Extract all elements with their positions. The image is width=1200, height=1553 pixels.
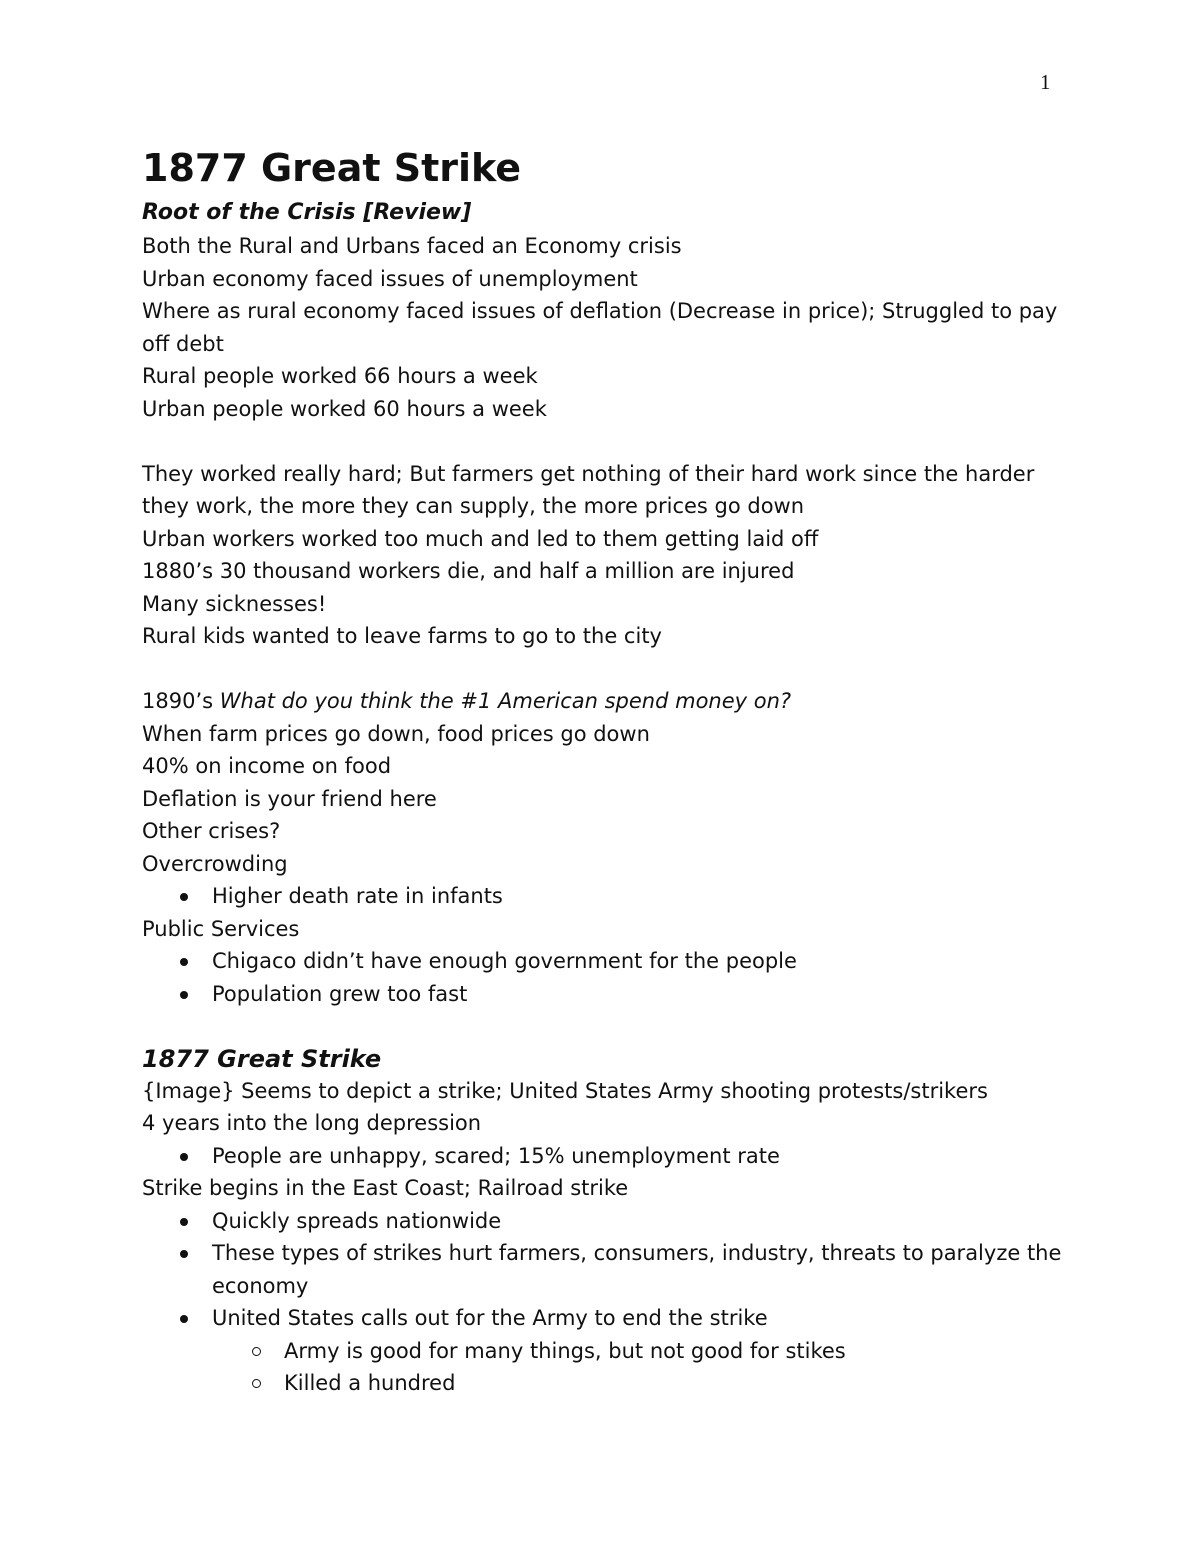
list-item-text: Population grew too fast (212, 981, 468, 1006)
document-title: 1877 Great Strike (142, 146, 522, 190)
bullet-icon (180, 1153, 188, 1161)
bullet-icon (180, 1250, 188, 1258)
army-sub-bullet-list (142, 1335, 1072, 1400)
bullet-icon (180, 1315, 188, 1323)
text-line: Strike begins in the East Coast; Railroad strike (142, 1176, 629, 1200)
blank-line (142, 1010, 1072, 1043)
root-lines-a (142, 230, 1072, 425)
list-item-text: Higher death rate in infants (212, 884, 503, 908)
circle-bullet-icon (252, 1347, 261, 1356)
text-line: Rural kids wanted to leave farms to go to the city (142, 624, 662, 648)
public-services-label: Public Services (142, 916, 300, 941)
text-line: 4 years into the long depression (142, 1111, 482, 1135)
strike-bullet-list (142, 1205, 1072, 1335)
list-item-text: Army is good for many things, but not good for stikes (284, 1338, 846, 1363)
question-line (142, 685, 1072, 718)
text-line: {Image} Seems to depict a strike; United States Army shooting protests/strikers (142, 1078, 988, 1103)
list-item (142, 945, 1072, 978)
text-line: Other crises? (142, 819, 281, 843)
text-line: When farm prices go down, food prices go down (142, 721, 650, 746)
text-line: Deflation is your friend here (142, 786, 437, 811)
list-item-text: People are unhappy, scared; 15% unemployment rate (212, 1143, 780, 1168)
text-line: Overcrowding (142, 851, 288, 876)
bullet-icon (180, 958, 188, 966)
list-item-text: United States calls out for the Army to end the strike (212, 1306, 768, 1330)
text-line: 40% on income on food (142, 754, 392, 778)
blank-line (142, 425, 1072, 458)
depression-bullet-list (142, 1140, 1072, 1173)
text-line: Urban people worked 60 hours a week (142, 396, 547, 421)
list-item (142, 880, 1072, 913)
text-line: Both the Rural and Urbans faced an Economy crisis (142, 234, 682, 258)
text-line: Many sicknesses! (142, 591, 327, 616)
text-line: Urban workers worked too much and led to them getting laid off (142, 526, 819, 551)
root-section-heading: Root of the Crisis [Review] (142, 200, 472, 225)
bullet-icon (180, 1218, 188, 1226)
list-item (142, 1237, 1072, 1302)
list-item (142, 1367, 1072, 1400)
blank-line (142, 653, 1072, 686)
text-line: Urban economy faced issues of unemployment (142, 266, 638, 291)
public-services-bullet-list (142, 945, 1072, 1010)
list-item (142, 1335, 1072, 1368)
document-body (142, 140, 1072, 1400)
list-item-text: These types of strikes hurt farmers, consumers, industry, threats to paralyze the economy (212, 1241, 1062, 1298)
circle-bullet-icon (252, 1379, 261, 1388)
text-line: Where as rural economy faced issues of deflation (Decrease in price); Struggled to pay off debt (142, 299, 1058, 356)
strike-section-heading: 1877 Great Strike (142, 1044, 382, 1073)
list-item-text: Killed a hundred (284, 1371, 456, 1395)
text-line: They worked really hard; But farmers get nothing of their hard work since the harder they work, the more they can supply, the more prices go down (142, 461, 1035, 518)
list-item (142, 978, 1072, 1011)
question-prefix: 1890’s (142, 689, 220, 713)
list-item (142, 1302, 1072, 1335)
root-lines-c (142, 718, 1072, 881)
bullet-icon (180, 893, 188, 901)
text-line: 1880’s 30 thousand workers die, and half a million are injured (142, 559, 795, 583)
list-item-text: Chigaco didn’t have enough government for the people (212, 949, 797, 973)
root-lines-b (142, 458, 1072, 653)
list-item-text: Quickly spreads nationwide (212, 1208, 502, 1233)
bullet-icon (180, 991, 188, 999)
overcrowding-bullet-list (142, 880, 1072, 913)
list-item (142, 1140, 1072, 1173)
text-line: Rural people worked 66 hours a week (142, 364, 538, 388)
question-text: What do you think the #1 American spend money on? (219, 689, 792, 713)
list-item (142, 1205, 1072, 1238)
page-number: 1 (1040, 70, 1051, 94)
